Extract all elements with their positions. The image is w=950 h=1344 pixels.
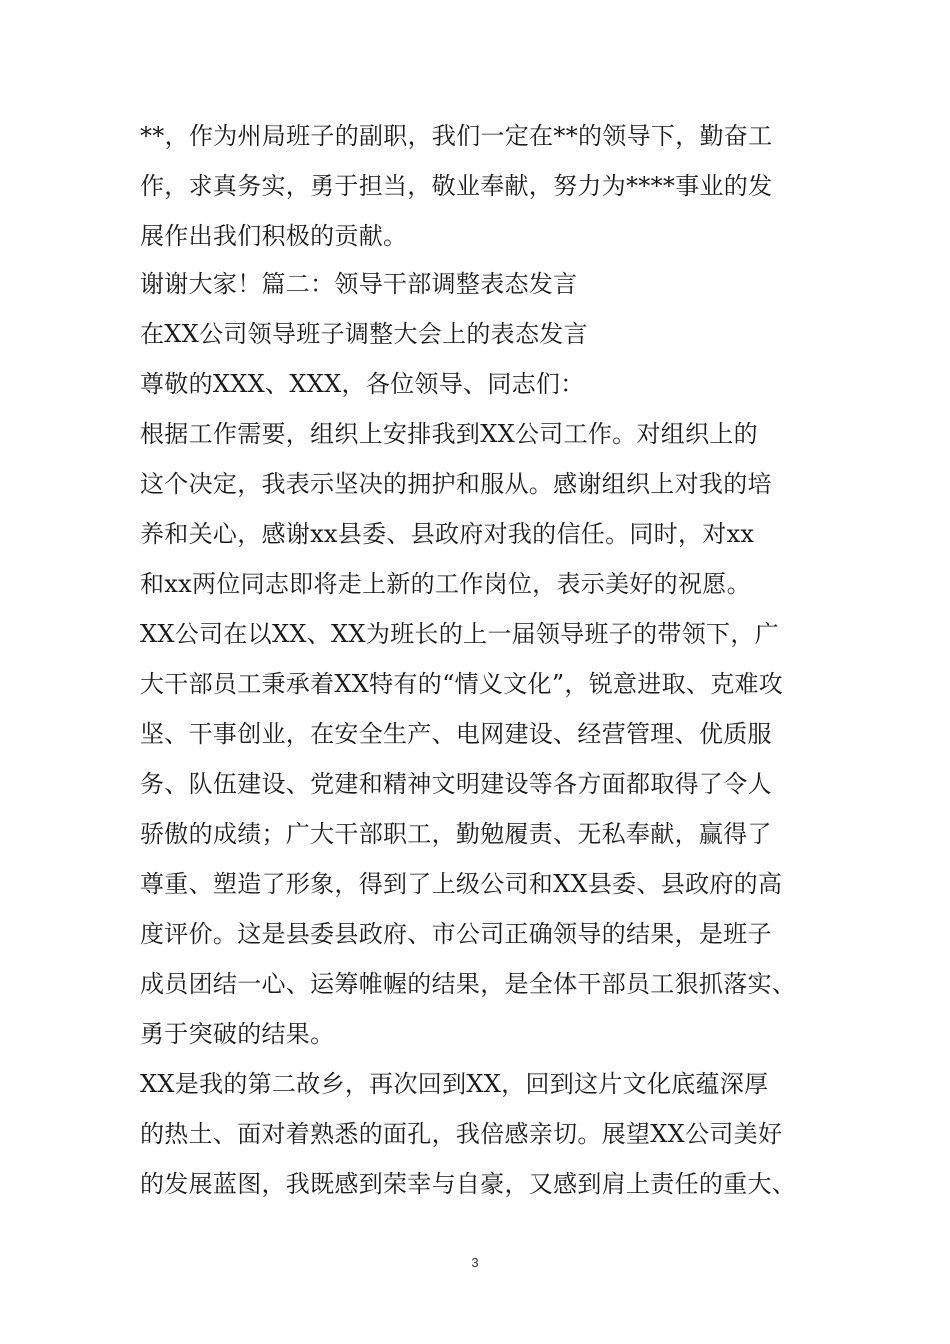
text-line: **，作为州局班子的副职，我们一定在**的领导下，勤奋工 [140,122,773,150]
page-number: 3 [471,1255,479,1270]
text-line: 坚、干事创业，在安全生产、电网建设、经营管理、优质服 [140,720,772,748]
text-line: 的发展蓝图，我既感到荣幸与自豪，又感到肩上责任的重大、 [140,1170,797,1198]
speech-title: 在XX公司领导班子调整大会上的表态发言 [140,320,588,348]
text-line: 务、队伍建设、党建和精神文明建设等各方面都取得了令人 [140,770,772,798]
text-line: 的热土、面对着熟悉的面孔，我倍感亲切。展望XX公司美好 [140,1120,783,1148]
text-line: 这个决定，我表示坚决的拥护和服从。感谢组织上对我的培 [140,470,772,498]
text-line: 勇于突破的结果。 [140,1020,335,1048]
text-line: 和xx两位同志即将走上新的工作岗位，表示美好的祝愿。 [140,570,751,598]
text-line: 大干部员工秉承着XX特有的“情义文化”，锐意进取、克难攻 [140,670,784,698]
salutation: 尊敬的XXX、XXX，各位领导、同志们： [140,370,585,398]
text-line: 作，求真务实，勇于担当，敬业奉献，努力为****事业的发 [140,172,773,200]
section-heading: 谢谢大家！篇二：领导干部调整表态发言 [140,270,578,298]
text-line: 养和关心，感谢xx县委、县政府对我的信任。同时，对xx [140,520,755,548]
text-line: XX公司在以XX、XX为班长的上一届领导班子的带领下，广 [140,620,779,648]
text-line: 度评价。这是县委县政府、市公司正确领导的结果，是班子 [140,920,772,948]
text-line: 成员团结一心、运筹帷幄的结果，是全体干部员工狠抓落实、 [140,970,797,998]
text-line: 根据工作需要，组织上安排我到XX公司工作。对组织上的 [140,420,758,448]
text-line: 骄傲的成绩；广大干部职工，勤勉履责、无私奉献，赢得了 [140,820,772,848]
text-line: 展作出我们积极的贡献。 [140,222,408,250]
text-line: XX是我的第二故乡，再次回到XX，回到这片文化底蕴深厚 [140,1070,769,1098]
text-line: 尊重、塑造了形象，得到了上级公司和XX县委、县政府的高 [140,870,783,898]
